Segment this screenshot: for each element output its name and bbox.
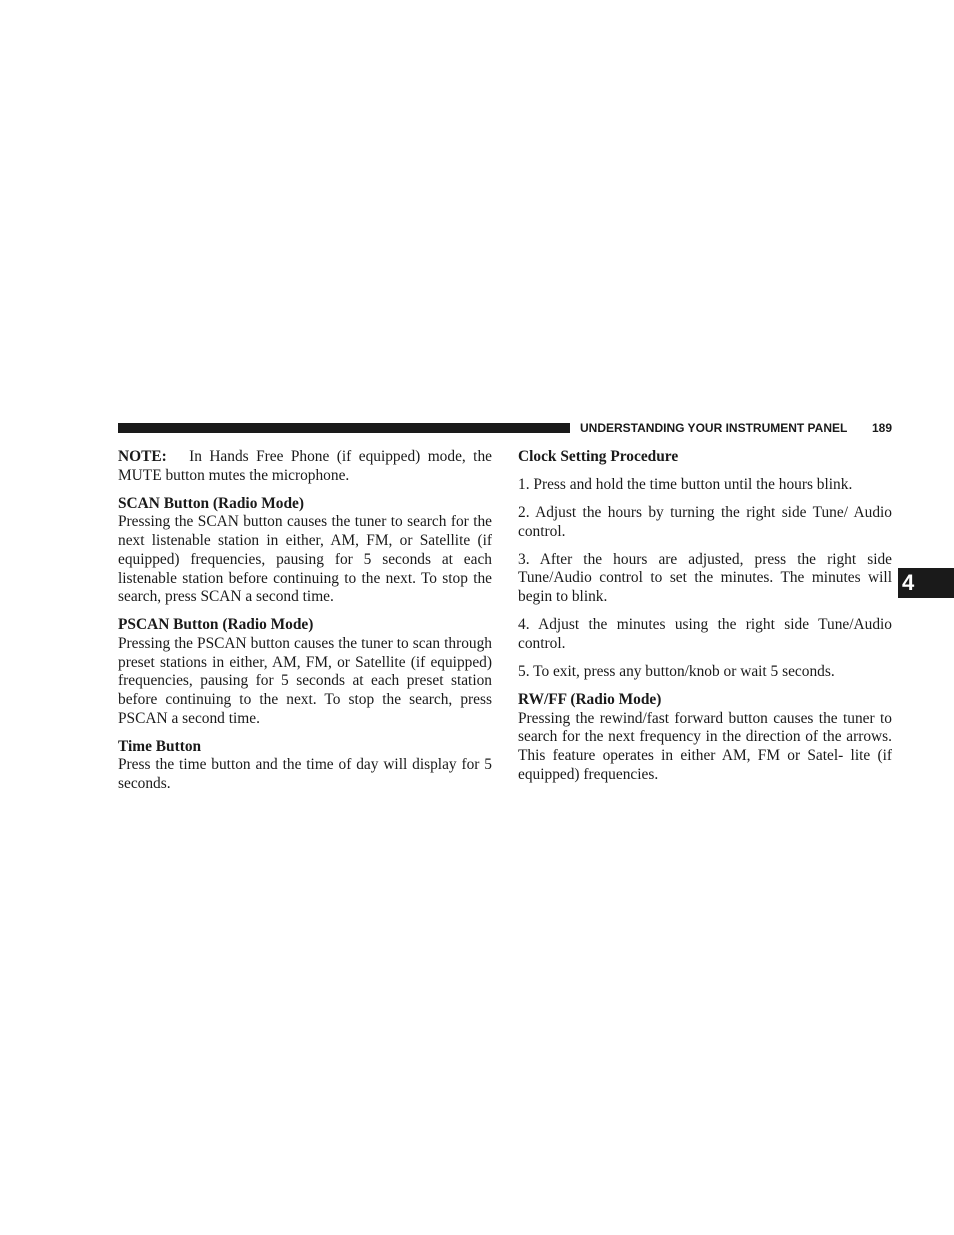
clock-step-1: 1. Press and hold the time button until the hours blink. [518, 476, 853, 493]
chapter-tab: 4 [898, 568, 954, 598]
pscan-text: Pressing the PSCAN button causes the tuner to scan through preset stations in either, AM, FM, or Satellite (if equipped) frequencies, pausing for 5 seconds at each preset station before continuing to the next. To stop the search, press PSCAN a second time. [118, 634, 492, 727]
time-heading: Time Button [118, 737, 202, 755]
left-column [118, 448, 492, 794]
scan-heading: SCAN Button (Radio Mode) [118, 494, 304, 512]
rwff-heading: RW/FF (Radio Mode) [518, 690, 662, 708]
right-column [518, 448, 892, 784]
clock-step-3: 3. After the hours are adjusted, press the right side Tune/Audio control to set the minutes. The minutes will begin to blink. [518, 550, 892, 606]
time-text: Press the time button and the time of day will display for 5 seconds. [118, 756, 492, 793]
pscan-heading: PSCAN Button (Radio Mode) [118, 616, 314, 634]
clock-step-4: 4. Adjust the minutes using the right side Tune/Audio control. [518, 616, 892, 652]
scan-text: Pressing the SCAN button causes the tuner to search for the next listenable station in either, AM, FM, or Satellite (if equipped) frequencies, pausing for 5 seconds at each listenable station before continuing to the next. To stop the search, press SCAN a second time. [118, 513, 492, 606]
note-label: NOTE: [118, 448, 167, 465]
header-rule [118, 423, 570, 433]
clock-heading: Clock Setting Procedure [518, 448, 679, 465]
note-paragraph [118, 448, 492, 485]
rwff-text: Pressing the rewind/fast forward button causes the tuner to search for the next frequency in the direction of the arrows. This feature operates in either AM, FM or Satel- lite (if equipped) frequencies. [518, 709, 892, 783]
clock-step-2: 2. Adjust the hours by turning the right side Tune/ Audio control. [518, 504, 892, 540]
section-title: UNDERSTANDING YOUR INSTRUMENT PANEL [580, 421, 848, 435]
running-head [580, 420, 892, 436]
clock-step-5: 5. To exit, press any button/knob or wait 5 seconds. [518, 662, 835, 680]
page-number: 189 [871, 421, 892, 435]
note-text: In Hands Free Phone (if equipped) mode, the MUTE button mutes the microphone. [118, 448, 492, 484]
